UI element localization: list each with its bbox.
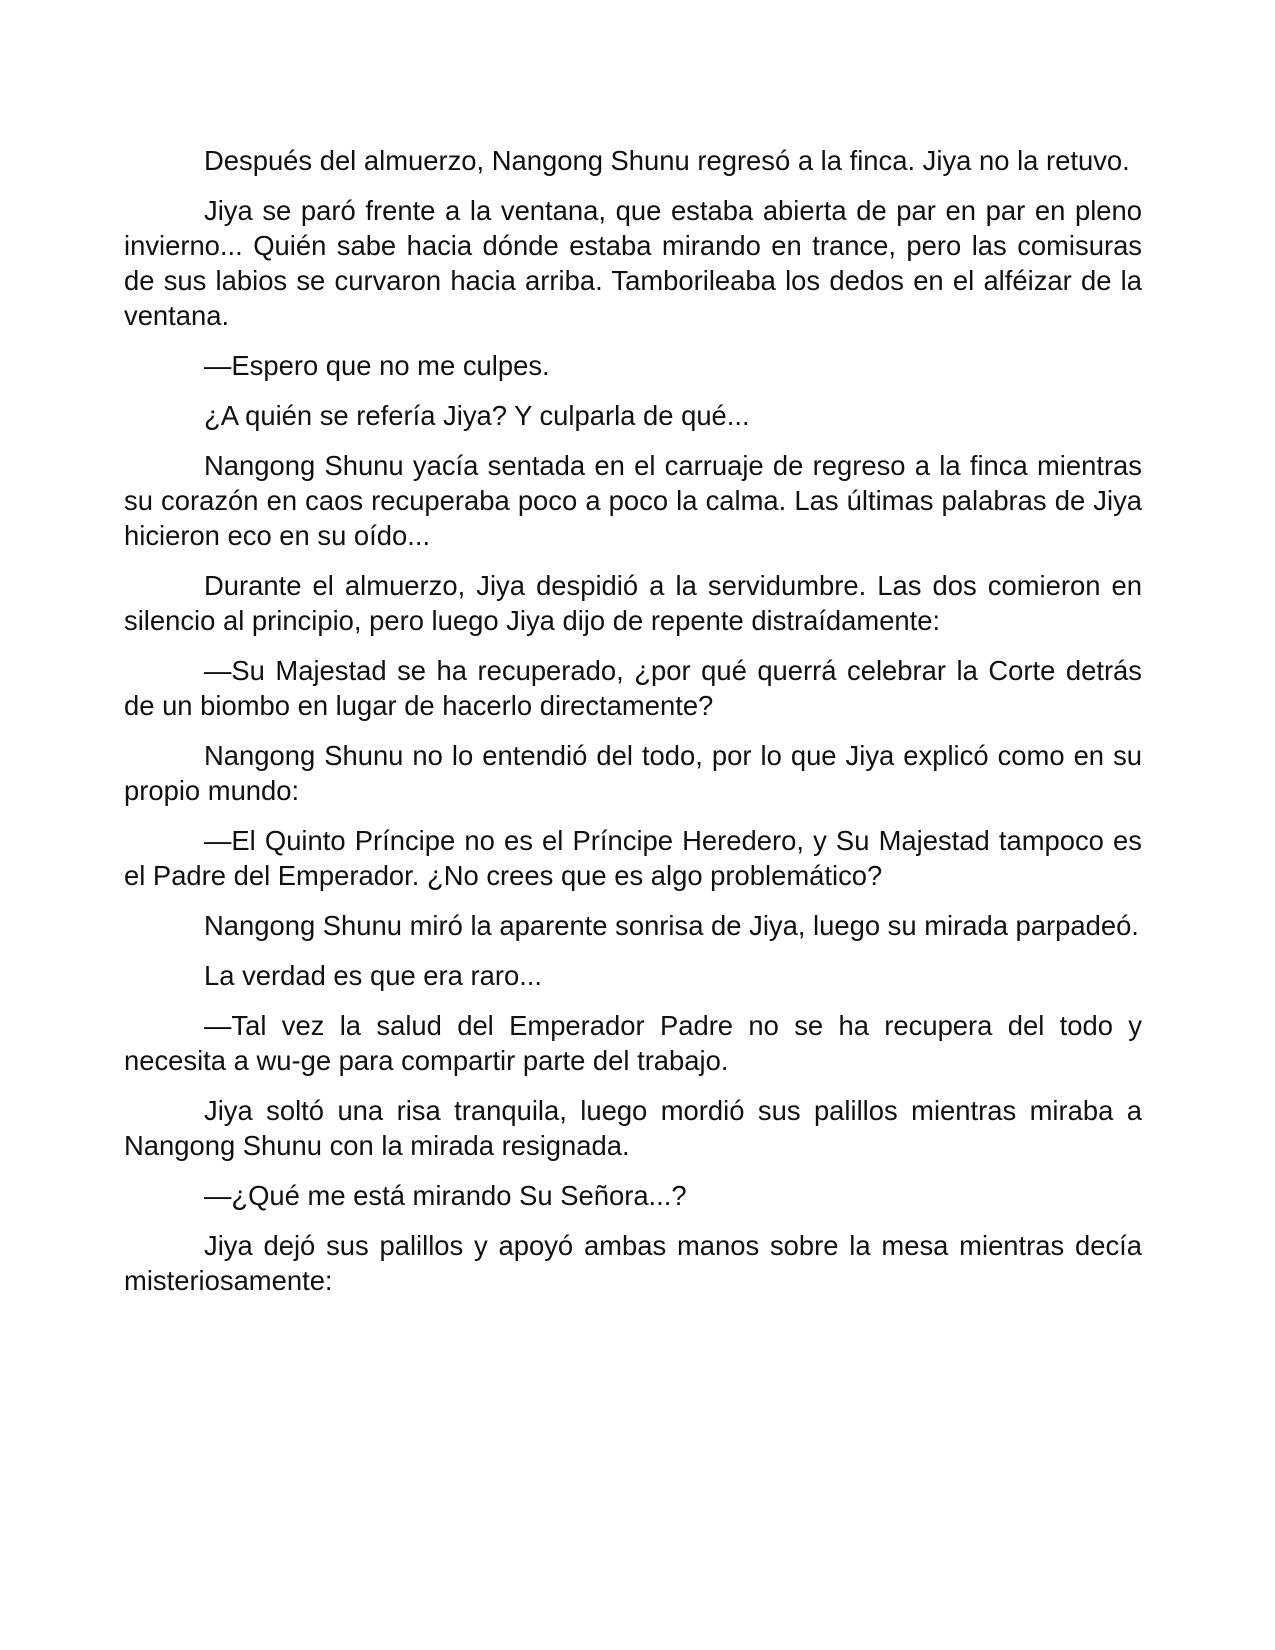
document-page <box>124 143 1142 1313</box>
paragraph: Jiya soltó una risa tranquila, luego mordió sus palillos mientras miraba a Nangong Shunu con la mirada resignada. <box>124 1095 1142 1161</box>
paragraph: La verdad es que era raro... <box>204 960 543 991</box>
paragraph: Después del almuerzo, Nangong Shunu regresó a la finca. Jiya no la retuvo. <box>204 145 1130 176</box>
paragraph: ¿A quién se refería Jiya? Y culparla de qué... <box>204 400 750 431</box>
paragraph: Durante el almuerzo, Jiya despidió a la servidumbre. Las dos comieron en silencio al principio, pero luego Jiya dijo de repente distraídamente: <box>124 570 1142 636</box>
paragraph: Jiya se paró frente a la ventana, que estaba abierta de par en par en pleno invierno... Quién sabe hacia dónde estaba mirando en trance, pero las comisuras de sus labios se curvaron hacia arriba. Tamborileaba los dedos en el alféizar de la ventana. <box>124 195 1142 331</box>
paragraph: —Espero que no me culpes. <box>204 350 550 381</box>
paragraph: Nangong Shunu miró la aparente sonrisa de Jiya, luego su mirada parpadeó. <box>204 910 1139 941</box>
paragraph: —¿Qué me está mirando Su Señora...? <box>204 1180 687 1211</box>
paragraph: Jiya dejó sus palillos y apoyó ambas manos sobre la mesa mientras decía misteriosamente: <box>124 1230 1142 1296</box>
paragraph: —El Quinto Príncipe no es el Príncipe Heredero, y Su Majestad tampoco es el Padre del Emperador. ¿No crees que es algo problemático? <box>124 825 1142 891</box>
paragraph: —Su Majestad se ha recuperado, ¿por qué querrá celebrar la Corte detrás de un biombo en lugar de hacerlo directamente? <box>124 655 1142 721</box>
paragraph: —Tal vez la salud del Emperador Padre no se ha recupera del todo y necesita a wu-ge para compartir parte del trabajo. <box>124 1010 1142 1076</box>
paragraph: Nangong Shunu no lo entendió del todo, por lo que Jiya explicó como en su propio mundo: <box>124 740 1142 806</box>
paragraph: Nangong Shunu yacía sentada en el carruaje de regreso a la finca mientras su corazón en caos recuperaba poco a poco la calma. Las últimas palabras de Jiya hicieron eco en su oído... <box>124 450 1142 551</box>
